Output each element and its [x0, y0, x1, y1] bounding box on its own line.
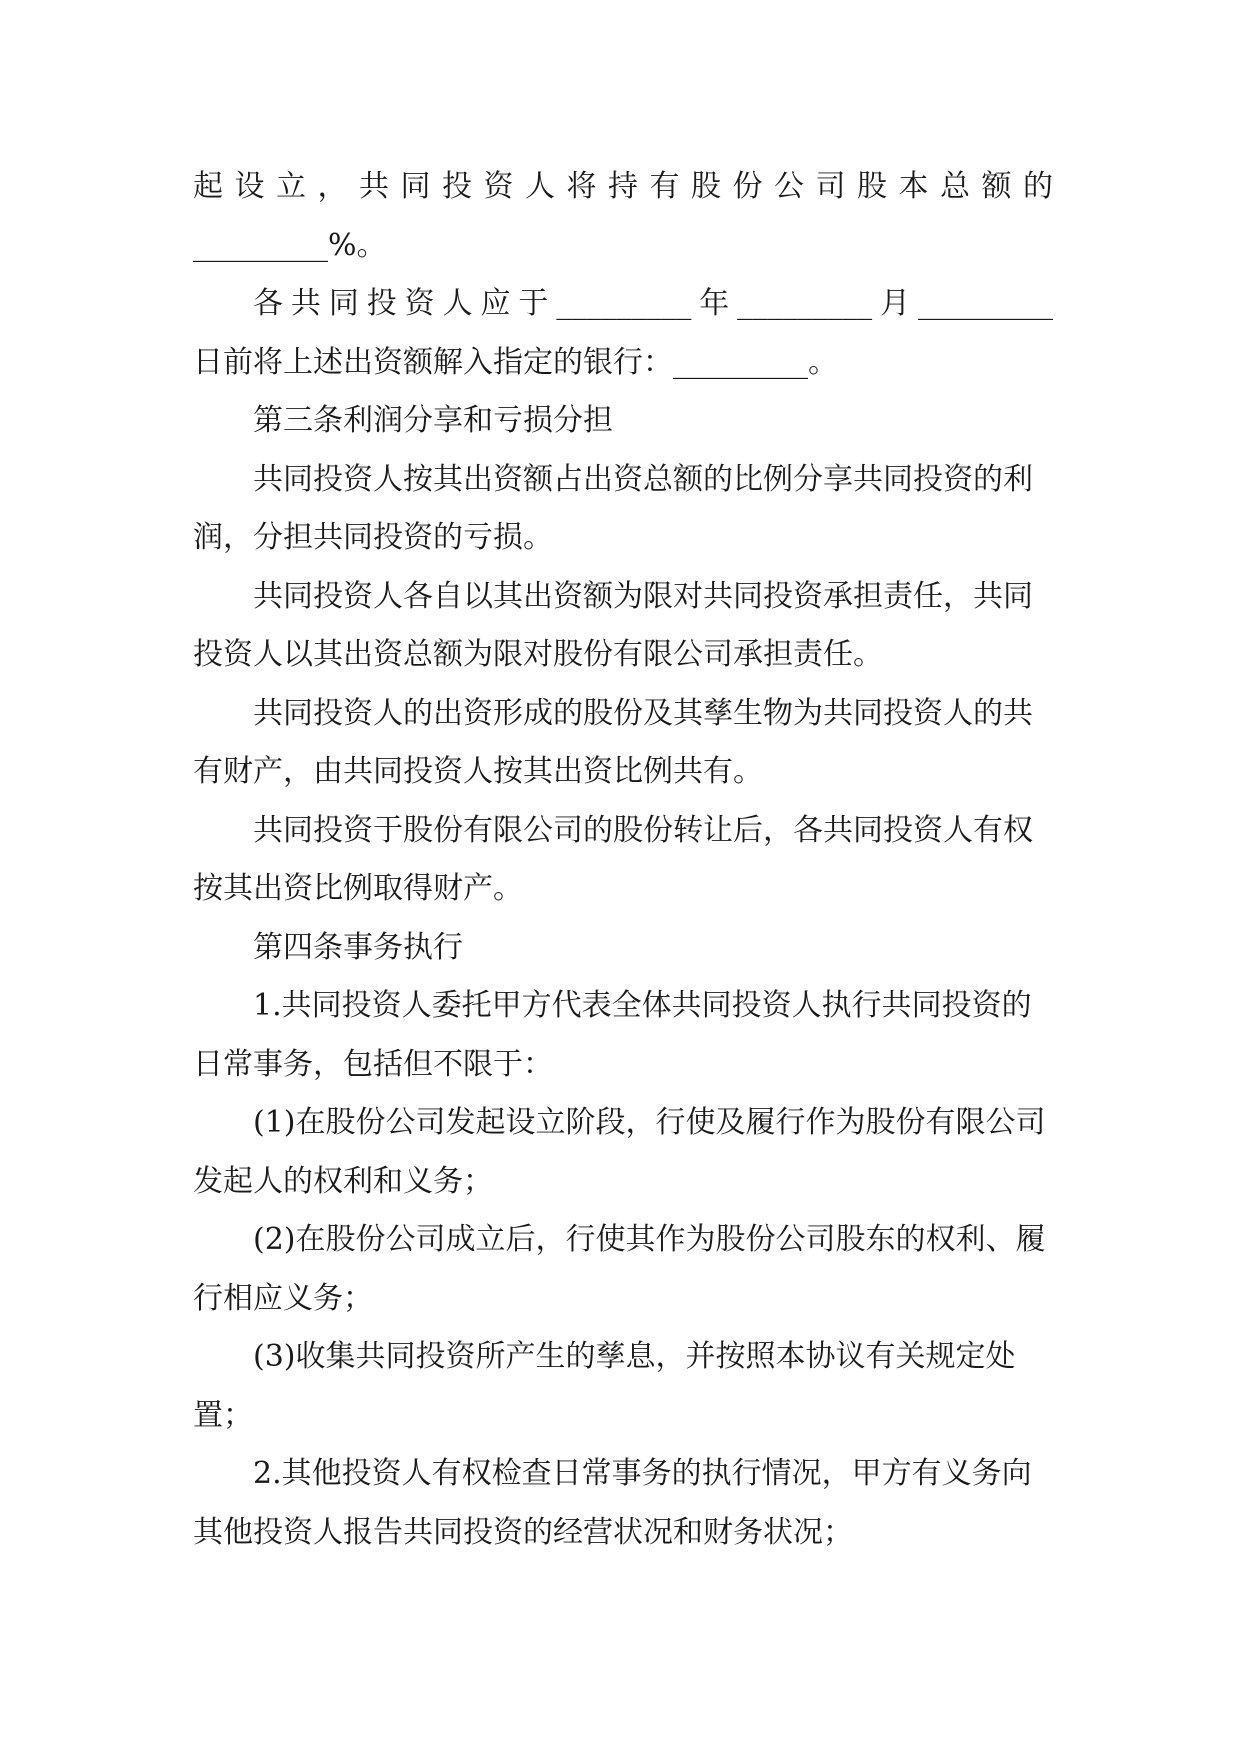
paragraph-profit-sharing: 共同投资人按其出资额占出资总额的比例分享共同投资的利润，分担共同投资的亏损。 — [193, 461, 1033, 555]
document-body — [193, 158, 1053, 1562]
paragraph-item-2: 2.其他投资人有权检查日常事务的执行情况，甲方有义务向其他投资人报告共同投资的经营状况和财务状况； — [193, 1456, 1032, 1550]
paragraph-share-transfer: 共同投资于股份有限公司的股份转让后，各共同投资人有权按其出资比例取得财产。 — [193, 812, 1033, 906]
article-3-heading: 第三条利润分享和亏损分担 — [253, 403, 613, 438]
article-4-heading: 第四条事务执行 — [253, 929, 463, 965]
paragraph-subitem-2: (2)在股份公司成立后，行使其作为股份公司股东的权利、履行相应义务； — [193, 1222, 1046, 1316]
paragraph-item-1: 1.共同投资人委托甲方代表全体共同投资人执行共同投资的日常事务，包括但不限于： — [193, 988, 1032, 1082]
paragraph-common-property: 共同投资人的出资形成的股份及其孳生物为共同投资人的共有财产，由共同投资人按其出资比例共有。 — [193, 695, 1033, 789]
paragraph-payment-bank: 日前将上述出资额解入指定的银行：_________。 — [193, 344, 838, 380]
paragraph-continuation-blank: _________%。 — [193, 227, 387, 263]
paragraph-payment-date: 各共同投资人应于_________年_________月_________ — [253, 286, 1053, 321]
paragraph-subitem-3: (3)收集共同投资所产生的孳息，并按照本协议有关规定处置； — [193, 1339, 1016, 1433]
paragraph-subitem-1: (1)在股份公司发起设立阶段，行使及履行作为股份有限公司发起人的权利和义务； — [193, 1105, 1046, 1199]
paragraph-continuation: 起设立，共同投资人将持有股份公司股本总额的 — [193, 169, 1053, 204]
paragraph-liability: 共同投资人各自以其出资额为限对共同投资承担责任，共同投资人以其出资总额为限对股份有限公司承担责任。 — [193, 578, 1033, 672]
